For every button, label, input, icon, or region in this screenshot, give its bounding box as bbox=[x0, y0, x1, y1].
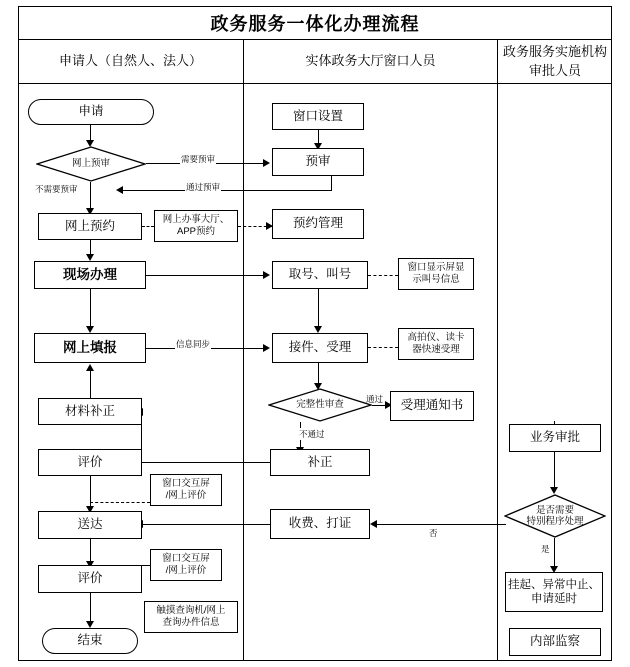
node-internal-supervision[interactable]: 内部监察 bbox=[509, 628, 601, 656]
arrow-material-fix-to-online-fill bbox=[86, 364, 94, 371]
node-material-fix[interactable]: 材料补正 bbox=[38, 398, 142, 425]
node-business-review[interactable]: 业务审批 bbox=[509, 424, 601, 452]
node-window-setup[interactable]: 窗口设置 bbox=[272, 103, 364, 130]
node-apply[interactable]: 申请 bbox=[28, 99, 154, 125]
node-end[interactable]: 结束 bbox=[42, 628, 138, 654]
node-accept-notice[interactable]: 受理通知书 bbox=[390, 391, 474, 421]
edge-pass-pre-review bbox=[122, 190, 332, 191]
edge-yes-to-suspend bbox=[554, 538, 555, 569]
edge-charge-to-deliver bbox=[142, 524, 270, 525]
arrow-pass-pre-review bbox=[116, 186, 123, 194]
column-header-approval-staff: 政务服务实施机构 审批人员 bbox=[497, 40, 612, 84]
edge-note-eval-2 bbox=[142, 565, 150, 566]
node-charge-print[interactable]: 收费、打证 bbox=[270, 509, 370, 539]
column-header-applicant: 申请人（自然人、法人） bbox=[18, 40, 243, 84]
note-online-hall-app: 网上办事大厅、 APP预约 bbox=[154, 210, 238, 242]
arrow-no-to-charge bbox=[370, 520, 377, 528]
column-divider-1 bbox=[243, 84, 244, 661]
label-no: 否 bbox=[429, 528, 438, 538]
label-no-need-pre-review: 不需要预审 bbox=[35, 184, 78, 194]
edge-note-eval-1 bbox=[90, 502, 150, 503]
node-onsite[interactable]: 现场办理 bbox=[34, 261, 146, 289]
edge-correct-to-material-fix bbox=[142, 462, 270, 463]
edge-pre-review-to-booking bbox=[90, 182, 91, 211]
edge-no-to-charge bbox=[376, 524, 506, 525]
edge-eval2-to-end bbox=[90, 593, 91, 624]
node-special-process-label: 是否需要 特别程序处理 bbox=[526, 504, 584, 527]
edge-receive-to-note bbox=[368, 347, 398, 348]
edge-material-fix-to-online-fill bbox=[90, 370, 91, 398]
arrow-eval2-to-end bbox=[86, 621, 94, 628]
node-suspend: 挂起、异常中止、 申请延时 bbox=[505, 572, 603, 612]
arrow-onsite-to-online-fill bbox=[86, 326, 94, 333]
label-pass-pre-review: 通过预审 bbox=[186, 182, 221, 192]
note-window-screen: 窗口显示屏显 示叫号信息 bbox=[398, 258, 474, 290]
page-title: 政务服务一体化办理流程 bbox=[18, 6, 612, 40]
edge-number-to-receive bbox=[318, 289, 319, 329]
edge-onsite-to-number bbox=[146, 275, 264, 276]
edge-review-to-special bbox=[554, 452, 555, 490]
edge-onsite-to-online-fill bbox=[90, 289, 91, 329]
note-touch-query: 触摸查询机/网上 查询办件信息 bbox=[144, 601, 238, 633]
node-pre-review[interactable]: 预审 bbox=[272, 148, 364, 176]
node-completeness-check[interactable] bbox=[268, 388, 372, 422]
node-evaluate-2[interactable]: 评价 bbox=[38, 565, 142, 593]
label-need-pre-review: 需要预审 bbox=[181, 154, 216, 164]
label-not-pass: 不通过 bbox=[299, 429, 325, 439]
edge-pass-pre-review-riser bbox=[331, 176, 332, 191]
note-window-eval-1: 窗口交互屏 /网上评价 bbox=[150, 474, 222, 506]
node-online-fill[interactable]: 网上填报 bbox=[34, 333, 146, 363]
arrow-booking-to-onsite bbox=[86, 254, 94, 261]
arrow-number-to-receive bbox=[314, 326, 322, 333]
note-scanner: 高拍仪、读卡 器快速受理 bbox=[398, 328, 474, 360]
node-booking-manage[interactable]: 预约管理 bbox=[272, 209, 364, 239]
node-online-pre-review-label: 网上预审 bbox=[71, 158, 110, 170]
column-divider-2 bbox=[497, 84, 498, 661]
node-take-call-number[interactable]: 取号、叫号 bbox=[272, 261, 368, 289]
arrow-need-pre-review bbox=[263, 159, 270, 167]
column-header-hall-staff: 实体政务大厅窗口人员 bbox=[243, 40, 497, 84]
arrow-info-sync bbox=[263, 344, 270, 352]
node-evaluate-1[interactable]: 评价 bbox=[38, 449, 142, 476]
node-online-booking[interactable]: 网上预约 bbox=[38, 213, 142, 240]
arrow-onsite-to-number bbox=[263, 271, 270, 279]
node-completeness-check-label: 完整性审查 bbox=[296, 399, 344, 411]
edge-booking-to-note bbox=[142, 226, 154, 227]
node-correct[interactable]: 补正 bbox=[270, 449, 370, 476]
node-deliver[interactable]: 送达 bbox=[38, 511, 142, 539]
label-info-sync: 信息同步 bbox=[176, 339, 211, 349]
note-window-eval-2: 窗口交互屏 /网上评价 bbox=[150, 549, 222, 581]
node-online-pre-review[interactable] bbox=[36, 146, 146, 182]
label-yes: 是 bbox=[541, 544, 550, 554]
arrow-review-to-special bbox=[550, 487, 558, 494]
label-pass: 通过 bbox=[366, 394, 384, 404]
edge-number-to-note bbox=[368, 275, 398, 276]
node-receive-accept[interactable]: 接件、受理 bbox=[272, 333, 368, 363]
node-special-process[interactable] bbox=[504, 494, 606, 538]
edge-eval1-to-deliver bbox=[90, 476, 91, 509]
